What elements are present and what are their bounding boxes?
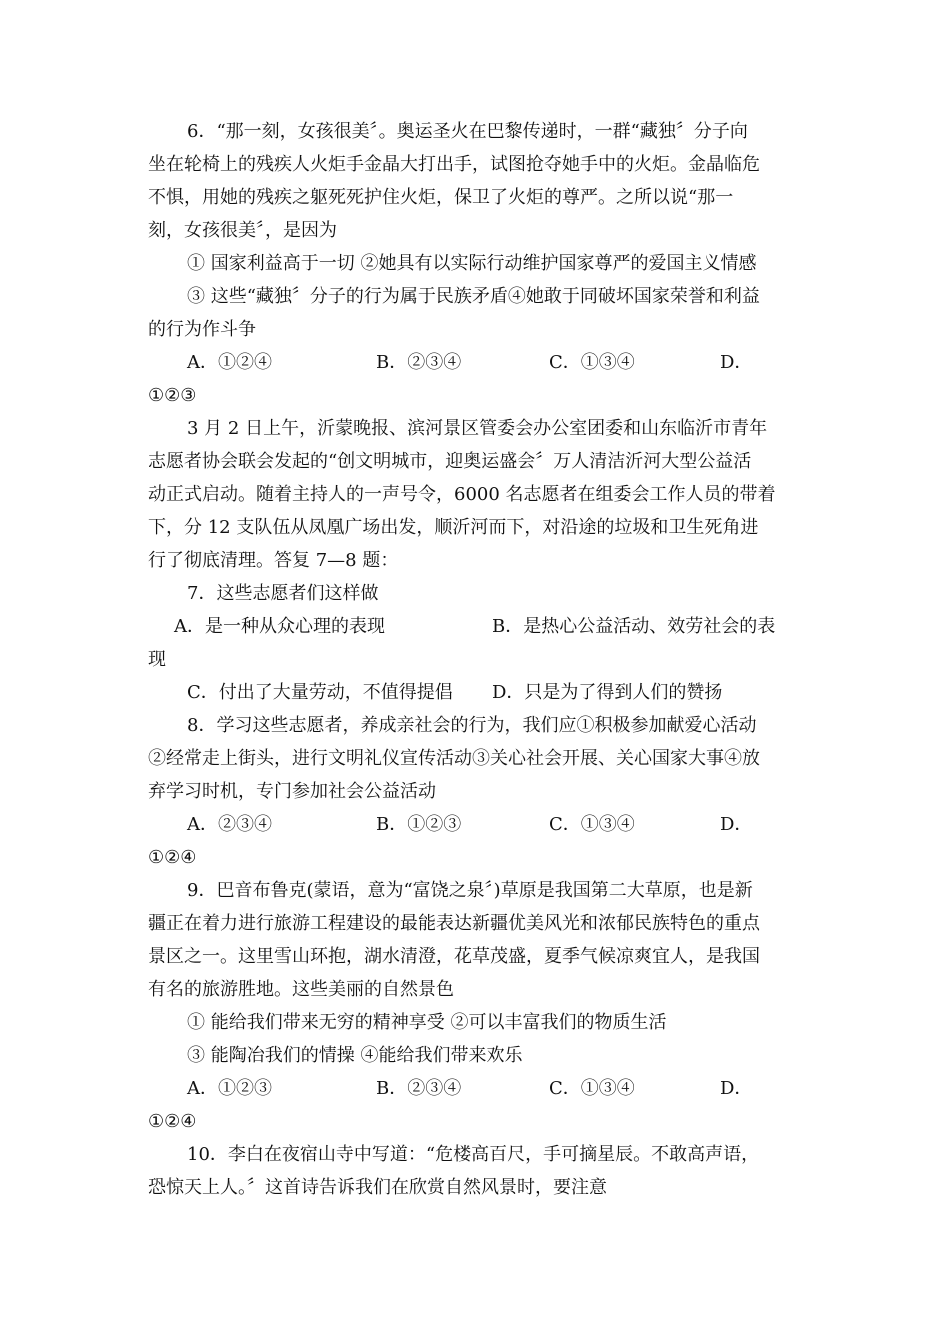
q8-stem-line-2: ②经常走上街头，进行文明礼仪宣传活动③关心社会开展、关心国家大事④放 — [148, 748, 760, 769]
q8-option-b: B．①②③ — [376, 814, 462, 835]
material-line-5: 行了彻底清理。答复 7—8 题： — [148, 550, 399, 571]
q6-option-d: D． — [720, 352, 753, 373]
q9-stem-line-1: 9．巴音布鲁克(蒙语，意为“富饶之泉〞)草原是我国第二大草原，也是新 — [187, 880, 753, 901]
q8-option-d: D． — [720, 814, 753, 835]
q9-stem-line-2: 疆正在着力进行旅游工程建设的最能表达新疆优美风光和浓郁民族特色的重点 — [148, 913, 760, 934]
material-line-4: 下，分 12 支队伍从凤凰广场出发，顺沂河而下，对沿途的垃圾和卫生死角进 — [148, 517, 759, 538]
q6-option-b: B．②③④ — [376, 352, 462, 373]
q9-statement-line-1: ① 能给我们带来无穷的精神享受 ②可以丰富我们的物质生活 — [187, 1012, 667, 1033]
q6-option-d-value: ①②③ — [148, 385, 197, 406]
q7-option-c: C．付出了大量劳动，不值得提倡 — [187, 682, 453, 703]
q6-statement-line-2: ③ 这些“藏独〞分子的行为属于民族矛盾④她敢于同破坏国家荣誉和利益 — [187, 286, 760, 307]
q8-stem-line-3: 弃学习时机，专门参加社会公益活动 — [148, 781, 436, 802]
q6-stem-line-4: 刻，女孩很美〞，是因为 — [148, 220, 337, 241]
q6-stem-line-3: 不惧，用她的残疾之躯死死护住火炬，保卫了火炬的尊严。之所以说“那一 — [148, 187, 734, 208]
q6-option-a: A．①②④ — [187, 352, 272, 373]
q7-option-a: A．是一种从众心理的表现 — [174, 616, 385, 637]
q6-stem-line-2: 坐在轮椅上的残疾人火炬手金晶大打出手，试图抢夺她手中的火炬。金晶临危 — [148, 154, 760, 175]
q6-option-c: C．①③④ — [549, 352, 635, 373]
q10-stem-line-1: 10．李白在夜宿山寺中写道：“危楼高百尺，手可摘星辰。不敢高声语， — [187, 1144, 760, 1165]
q9-statement-line-2: ③ 能陶冶我们的情操 ④能给我们带来欢乐 — [187, 1045, 523, 1066]
q7-option-b: B．是热心公益活动、效劳社会的表 — [492, 616, 776, 637]
q9-option-c: C．①③④ — [549, 1078, 635, 1099]
q8-option-a: A．②③④ — [187, 814, 272, 835]
q8-stem-line-1: 8．学习这些志愿者，养成亲社会的行为，我们应①积极参加献爱心活动 — [187, 715, 757, 736]
q7-option-b-continued: 现 — [148, 649, 166, 670]
q6-stem-line-1: 6．“那一刻，女孩很美〞。奥运圣火在巴黎传递时，一群“藏独〞分子向 — [187, 121, 748, 142]
material-line-3: 动正式启动。随着主持人的一声号令，6000 名志愿者在组委会工作人员的带着 — [148, 484, 776, 505]
q6-statement-line-3: 的行为作斗争 — [148, 319, 256, 340]
q9-stem-line-4: 有名的旅游胜地。这些美丽的自然景色 — [148, 979, 454, 1000]
q8-option-c: C．①③④ — [549, 814, 635, 835]
q9-stem-line-3: 景区之一。这里雪山环抱，湖水清澄，花草茂盛，夏季气候凉爽宜人，是我国 — [148, 946, 760, 967]
q6-statement-line-1: ① 国家利益高于一切 ②她具有以实际行动维护国家尊严的爱国主义情感 — [187, 253, 757, 274]
material-line-1: 3 月 2 日上午，沂蒙晚报、滨河景区管委会办公室团委和山东临沂市青年 — [187, 418, 768, 439]
q9-option-d: D． — [720, 1078, 753, 1099]
q9-option-b: B．②③④ — [376, 1078, 462, 1099]
q10-stem-line-2: 恐惊天上人。〞这首诗告诉我们在欣赏自然风景时，要注意 — [148, 1177, 607, 1198]
q7-stem: 7．这些志愿者们这样做 — [187, 583, 379, 604]
q7-option-d: D．只是为了得到人们的赞扬 — [492, 682, 723, 703]
q8-option-d-value: ①②④ — [148, 847, 197, 868]
q9-option-d-value: ①②④ — [148, 1111, 197, 1132]
q9-option-a: A．①②③ — [187, 1078, 272, 1099]
material-line-2: 志愿者协会联会发起的“创文明城市，迎奥运盛会〞万人清洁沂河大型公益活 — [148, 451, 752, 472]
